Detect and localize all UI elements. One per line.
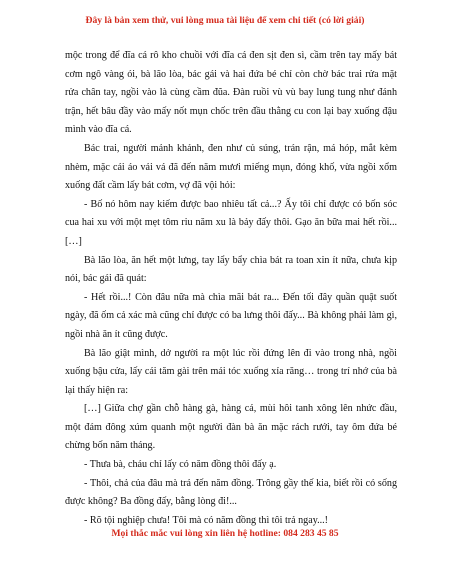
- story-text: [65, 47, 397, 530]
- hotline-footer: Mọi thắc mắc vui lòng xin liên hệ hotline: 084 283 45 85: [111, 528, 339, 539]
- preview-notice-banner: Đây là bản xem thử, vui lòng mua tài liệu để xem chi tiết (có lời giải): [85, 15, 365, 26]
- paragraph: Bà lão lòa, ăn hết một lưng, tay lẩy bẩy chìa bát ra toan xin ít nữa, chưa kịp nói, bác gái đã quát:: [65, 254, 397, 285]
- paragraph: - Rõ tội nghiệp chưa! Tôi mà có năm đồng thì tôi trả ngay...!: [84, 514, 329, 526]
- paragraph: Bác trai, người mảnh khảnh, đen như củ súng, trán rận, má hóp, mắt kèm nhèm, mặc cái áo vải vá đã đến năm mươi miếng mụn, đóng khố, vừa ngồi xổm xuống đất cầm lấy bát cơm, vợ đã vội hỏi:: [65, 142, 397, 192]
- paragraph: - Hết rồi...! Còn đâu nữa mà chìa mãi bát ra... Đến tối đây quần quật suốt ngày, đã ốm cả xác mà cũng chỉ được có ba lưng thôi đấy... Bà không phải làm gì, ngồi nhà ăn ít cũng được.: [65, 291, 397, 340]
- paragraph: - Bố nó hôm nay kiếm được bao nhiêu tất cả...? Ấy tôi chỉ được có bốn sóc cua hai xu với một mẹt tôm riu năm xu là bảy đấy thôi. Gạo ăn bữa mai hết rồi... […]: [65, 198, 397, 247]
- paragraph: Bà lão giật mình, dở người ra một lúc rồi đứng lên đi vào trong nhà, ngồi xuống bậu cửa, lấy cái tăm gài trên mái tóc xuống xỉa răng… trong trí nhớ của bà lại thấy hiện ra:: [65, 347, 397, 396]
- paragraph: - Thưa bà, cháu chỉ lấy có năm đồng thôi đấy ạ.: [84, 459, 277, 471]
- paragraph: mộc trong để đĩa cá rô kho chuồi với đĩa cá đen sịt đen sì, cầm trên tay mấy bát cơm ngô vàng ói, bà lão lòa, bác gái và hai đứa bé chỉ còn chờ bác trai rửa mặt rửa chân tay, ngồi vào là cùng cầm đũa. Đàn ruồi vù vù bay lung tung như đánh trận, hết bâu đầy vào mấy nốt mụn chốc trên đầu thằng cu con lại bay xuống đậu mình vào đĩa cá.: [65, 50, 397, 136]
- paragraph: - Thôi, chả của đâu mà trả đến năm đồng. Trông gầy thế kia, biết rồi có sống được không? Ba đồng đấy, bằng lòng đi!...: [65, 477, 397, 508]
- paragraph: […] Giữa chợ gần chỗ hàng gà, hàng cá, mùi hôi tanh xông lên nhức đầu, một đám đông xúm quanh một người đàn bà ăn mặc rách rưới, tay ôm đứa bé chừng bốn năm tháng.: [65, 403, 397, 452]
